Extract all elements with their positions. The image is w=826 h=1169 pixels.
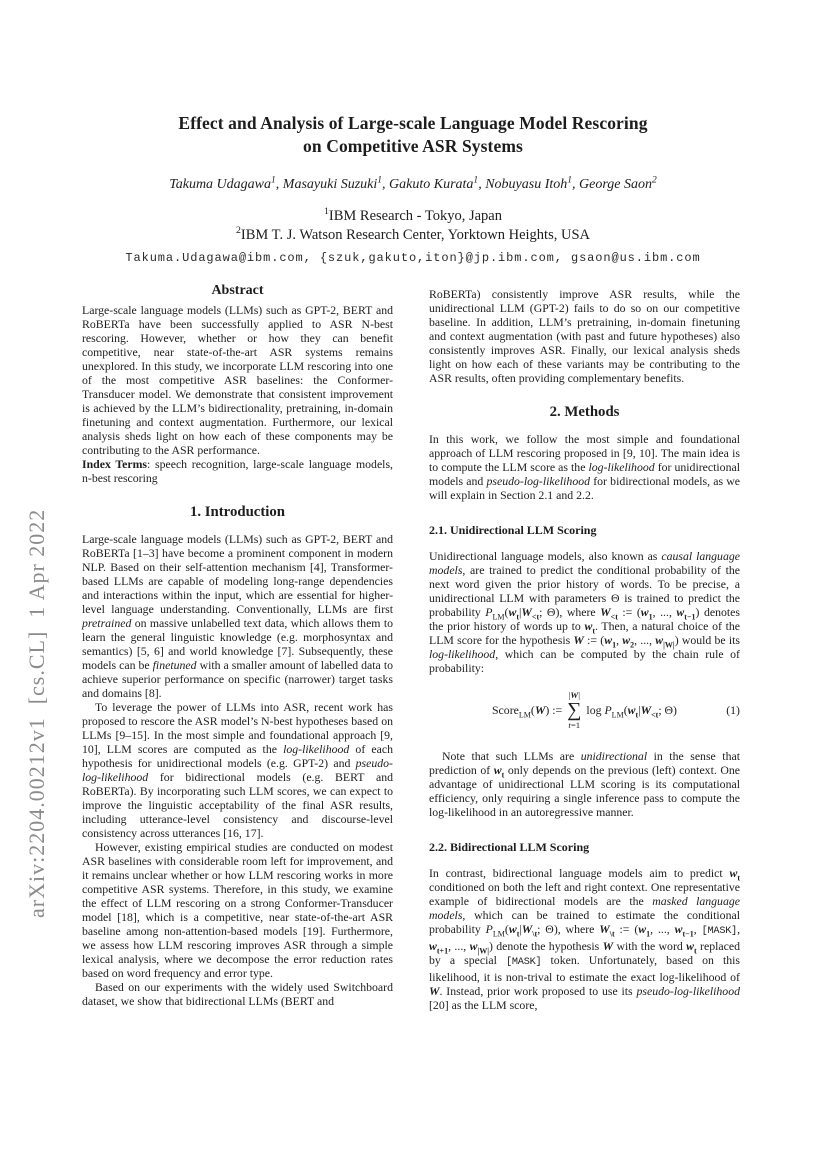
intro-para-2: To leverage the power of LLMs into ASR, recent work has proposed to rescore the ASR model’s N-best hypotheses based on LLMs [9–15]. In the most simple and foundational approach [9, 10], LLM scores are computed as the log-likelihood of each hypothesis for unidirectional models (e.g. GPT-2) and pseudo-log-likelihood for bidirectional models (e.g. BERT and RoBERTa). By incorporating such LLM scores, we can expect to improve the linguistic acceptability of the final ASR results, including utterance-level consistency and discourse-level consistency across utterances [16, 17]. (82, 700, 393, 840)
intro-para-1: Large-scale language models (LLMs) such as GPT-2, BERT and RoBERTa [1–3] have become a prominent component in modern NLP. Based on their self-attention mechanism [4], Transformer-based LLMs are capable of modeling long-range dependencies and interactions within the input, which are essential for higher-level language understanding. Conventionally, LLMs are first pretrained on massive unlabelled text data, which allows them to learn the general linguistic knowledge (e.g. morphosyntax and semantics) [5, 6] and world knowledge [7]. Subsequently, these models can be finetuned with a smaller amount of labelled data to achieve superior performance on specific (narrower) target tasks and domains [8]. (82, 532, 393, 700)
equation-lhs: Score$_{LM}$(W) := (492, 703, 563, 720)
summation-symbol (567, 690, 581, 730)
methods-intro-para: In this work, we follow the most simple and foundational approach of LLM rescoring proposed in [9, 10]. The main idea is to compute the LLM score as the log-likelihood for unidirectional models and pseudo-log-likelihood for bidirectional models, as we will explain in Section 2.1 and 2.2. (429, 432, 740, 502)
paper-title-line1: Effect and Analysis of Large-scale Language Model Rescoring (178, 113, 648, 133)
equation-number: (1) (726, 703, 740, 717)
left-column (82, 284, 393, 1012)
sec22-para-1: In contrast, bidirectional language models aim to predict $w_t$ conditioned on both the left and right context. One representative example of bidirectional models are the masked language models, which can be trained to estimate the conditional probability $P_{LM}(w_t|W_{\backslash t}$; Θ), where $W_{\backslash t}$ := ($w_1$, ..., $w_{t-1}$, [MASK], $w_{t+1}$, ..., $w_{|W|}$) denote the hypothesis W with the word $w_t$ replaced by a special [MASK] token. Unfortunately, based on this likelihood, it is non-trival to estimate the exact log-likelihood of W. Instead, prior work proposed to use its pseudo-log-likelihood [20] as the LLM score, (429, 866, 741, 1012)
equation-1-body (492, 690, 677, 730)
sum-lower-limit: t=1 (568, 720, 581, 730)
section-2-1-heading: 2.1. Unidirectional LLM Scoring (429, 523, 597, 537)
equation-1 (429, 686, 740, 734)
paper-header (0, 0, 826, 265)
intro-continuation: RoBERTa) consistently improve ASR results, while the unidirectional LLM (GPT-2) fails to do so on our competitive baseline. In addition, LLM’s pretraining, in-domain finetuning and context augmentation (with past and future hypotheses) also consistently improves ASR. Finally, our lexical analysis sheds light on how each of these variants may be contributing to the ASR results, often providing complementary benefits. (429, 287, 740, 385)
intro-para-3: However, existing empirical studies are conducted on modest ASR baselines with considerable room left for improvement, and it remains unclear whether or how LLM rescoring works in more competitive ASR systems. Therefore, in this study, we examine the effect of LLM rescoring on a strong Conformer-Transducer model [18], which is a competitive, near state-of-the-art ASR baseline among non-attention-based models [19]. Furthermore, we assess how LLM rescoring improves ASR through a simple lexical analysis, where we decompose the error reduction rates based on word frequency and error type. (82, 840, 393, 980)
section-2-heading: 2. Methods (549, 404, 620, 420)
paper-title (0, 112, 826, 158)
right-column (429, 284, 740, 1012)
section-2-2-heading: 2.2. Bidirectional LLM Scoring (429, 840, 590, 854)
affiliations (0, 207, 826, 245)
index-terms: Index Terms: speech recognition, large-scale language models, n-best rescoring (82, 457, 393, 485)
authors-line: Takuma Udagawa$^1$, Masayuki Suzuki$^1$, Gakuto Kurata$^1$, Nobuyasu Itoh$^1$, George Saon$^2$ (169, 175, 657, 192)
arxiv-watermark: arXiv:2204.00212v1 [cs.CL] 1 Apr 2022 (24, 508, 49, 918)
abstract-body: Large-scale language models (LLMs) such as GPT-2, BERT and RoBERTa have been successfully applied to ASR N-best rescoring. However, whether or how they can benefit competitive, near state-of-the-art ASR systems remains unexplored. In this study, we incorporate LLM rescoring into one of the most competitive ASR baselines: the Conformer-Transducer model. We demonstrate that consistent improvement is achieved by the LLM’s bidirectionality, pretraining, in-domain finetuning and context augmentation. Furthermore, our lexical analysis sheds light on how each of these components may be contributing to the ASR performance. (82, 303, 393, 457)
section-1-heading: 1. Introduction (189, 504, 286, 520)
sec21-para-1: Unidirectional language models, also known as causal language models, are trained to predict the conditional probability of the next word given the prior history of words. To be precise, a unidirectional LLM with parameters Θ is trained to predict the probability $P_{LM}(w_t|W_{<t}$; Θ), where $W_{<t}$ := ($w_1$, ..., $w_{t-1}$) denotes the prior history of words up to $w_t$. Then, a natural choice of the LLM score for the hypothesis W := ($w_1$, $w_2$, ..., $w_{|W|}$) would be its log-likelihood, which can be computed by the chain rule of probability: (429, 549, 740, 675)
two-column-body (0, 265, 826, 1012)
intro-para-4: Based on our experiments with the widely used Switchboard dataset, we show that bidirectional LLMs (BERT and (82, 980, 393, 1008)
equation-rhs: $\log P_{LM}(w_t|W_{<t}$; Θ) (586, 703, 677, 720)
sec21-para-2: Note that such LLMs are unidirectional in the sense that prediction of $w_t$ only depends on the previous (left) context. One advantage of unidirectional LLM scoring is its computational efficiency, only requiring a single inference pass to compute the log-likelihood in an autoregressive manner. (429, 749, 740, 819)
abstract-heading: Abstract (211, 283, 264, 298)
affiliation-1: $^1$IBM Research - Tokyo, Japan (323, 206, 502, 224)
affiliation-2: $^2$IBM T. J. Watson Research Center, Yorktown Heights, USA (236, 225, 590, 243)
paper-title-line2: on Competitive ASR Systems (303, 136, 523, 156)
author-emails: Takuma.Udagawa@ibm.com, {szuk,gakuto,iton}@jp.ibm.com, gsaon@us.ibm.com (125, 251, 701, 265)
sigma-icon: ∑ (567, 699, 582, 721)
sum-upper-limit: |W| (568, 690, 580, 700)
